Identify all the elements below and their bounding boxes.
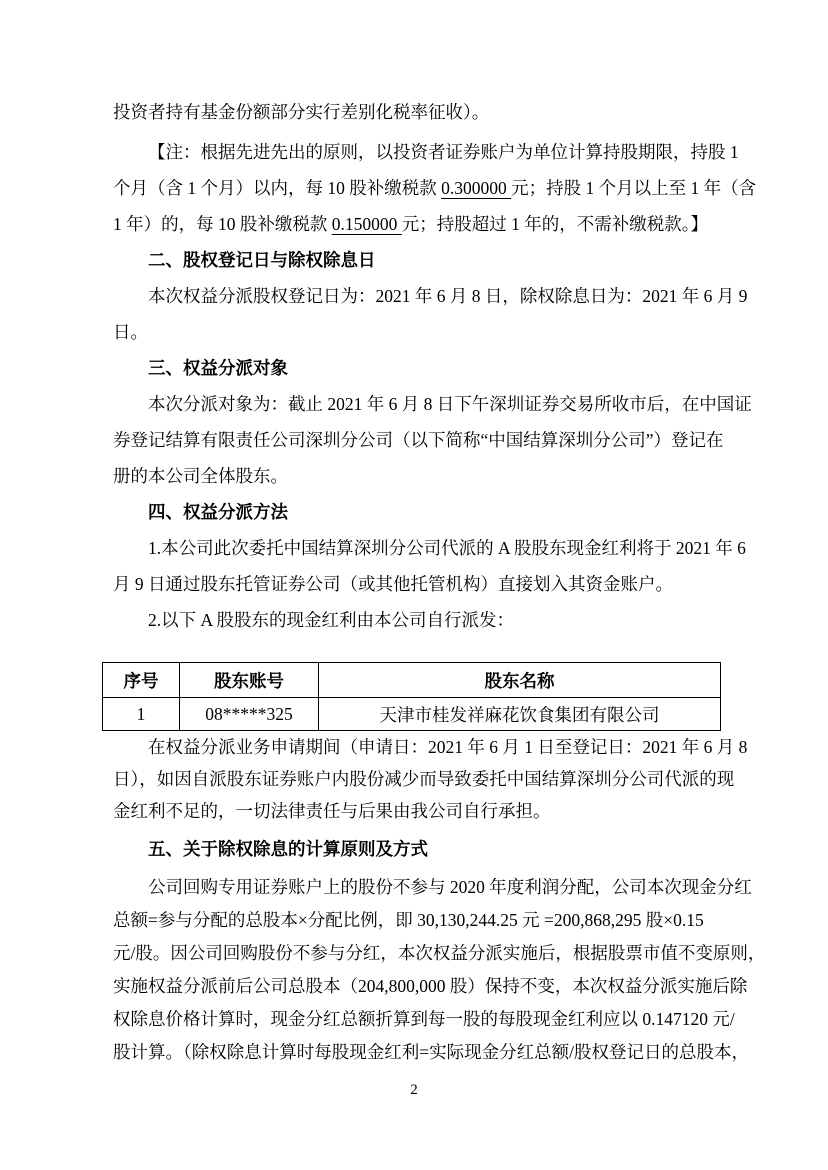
paragraph-line: 券登记结算有限责任公司深圳分公司（以下简称“中国结算深圳分公司”）登记在 bbox=[113, 430, 724, 450]
note-paragraph bbox=[113, 134, 757, 242]
table-header-account: 股东账号 bbox=[180, 663, 319, 698]
section-2-paragraph bbox=[113, 278, 748, 350]
paragraph-line: 股计算。（除权除息计算时每股现金红利=实际现金分红总额/股权登记日的总股本， bbox=[113, 1042, 749, 1062]
paragraph-line: 金红利不足的，一切法律责任与后果由我公司自行承担。 bbox=[113, 801, 551, 821]
paragraph-line bbox=[113, 170, 757, 206]
text-segment: 1 年）的，每 10 股补缴税款 bbox=[113, 214, 332, 234]
table-header-seq: 序号 bbox=[103, 663, 180, 698]
section-heading-distribution-target: 三、权益分派对象 bbox=[148, 358, 288, 378]
paragraph-line: 权除息价格计算时，现金分红总额折算到每一股的每股现金红利应以 0.147120 元/ bbox=[113, 1009, 735, 1029]
cell-account: 08*****325 bbox=[180, 698, 319, 731]
section-3-paragraph bbox=[113, 386, 752, 494]
page-number: 2 bbox=[410, 1082, 418, 1098]
paragraph-line: 月 9 日通过股东托管证券公司（或其他托管机构）直接划入其资金账户。 bbox=[113, 574, 673, 594]
section-heading-ex-dividend-calc: 五、关于除权除息的计算原则及方式 bbox=[148, 839, 428, 859]
paragraph-line: 本次权益分派股权登记日为：2021 年 6 月 8 日，除权除息日为：2021 年 6 月 9 bbox=[148, 286, 748, 306]
paragraph-line: 【注：根据先进先出的原则，以投资者证券账户为单位计算持股期限，持股 1 bbox=[148, 142, 739, 162]
text-segment: 个月（含 1 个月）以内，每 10 股补缴税款 bbox=[113, 178, 442, 198]
section-4-after-table-paragraph bbox=[113, 731, 748, 827]
table-header-name: 股东名称 bbox=[319, 663, 721, 698]
shareholder-table bbox=[102, 662, 721, 731]
paragraph-line: 册的本公司全体股东。 bbox=[113, 466, 288, 486]
section-4-item-2 bbox=[113, 602, 738, 638]
paragraph-line: 2.以下 A 股股东的现金红利由本公司自行派发： bbox=[148, 610, 515, 630]
paragraph-line: 日），如因自派股东证券账户内股份减少而导致委托中国结算深圳分公司代派的现 bbox=[113, 769, 735, 789]
cell-seq: 1 bbox=[103, 698, 180, 731]
paragraph-line: 本次分派对象为：截止 2021 年 6 月 8 日下午深圳证券交易所收市后，在中国证 bbox=[148, 394, 752, 414]
underlined-value: 0.150000 bbox=[331, 214, 402, 234]
underlined-value: 0.300000 bbox=[441, 178, 512, 198]
paragraph-line bbox=[113, 206, 738, 242]
paragraph-line: 日。 bbox=[113, 322, 148, 342]
document-content bbox=[113, 94, 766, 1069]
paragraph-line: 在权益分派业务申请期间（申请日：2021 年 6 月 1 日至登记日：2021 年 6 月 8 bbox=[148, 737, 748, 757]
text-segment: 元；持股超过 1 年的，不需补缴税款。】 bbox=[401, 214, 708, 234]
paragraph-line: 公司回购专用证券账户上的股份不参与 2020 年度利润分配，公司本次现金分红 bbox=[148, 877, 752, 897]
section-5-paragraph bbox=[113, 871, 766, 1069]
section-4-item-1 bbox=[113, 530, 746, 602]
paragraph-line: 总额=参与分配的总股本×分配比例，即 30,130,244.25 元 =200,868,295 股×0.15 bbox=[113, 910, 704, 930]
text-segment: 元；持股 1 个月以上至 1 年（含 bbox=[511, 178, 757, 198]
section-heading-record-date: 二、股权登记日与除权除息日 bbox=[148, 250, 376, 270]
paragraph-line: 投资者持有基金份额部分实行差别化税率征收）。 bbox=[113, 102, 490, 122]
paragraph-line: 实施权益分派前后公司总股本（204,800,000 股）保持不变，本次权益分派实施后除 bbox=[113, 976, 748, 996]
table-header-row bbox=[103, 663, 721, 698]
cell-name: 天津市桂发祥麻花饮食集团有限公司 bbox=[319, 698, 721, 731]
paragraph-line: 元/股。因公司回购股份不参与分红，本次权益分派实施后，根据股票市值不变原则， bbox=[113, 943, 766, 963]
section-heading-distribution-method: 四、权益分派方法 bbox=[148, 502, 288, 522]
paragraph-line: 1.本公司此次委托中国结算深圳分公司代派的 A 股股东现金红利将于 2021 年 6 bbox=[148, 538, 746, 558]
table-row bbox=[103, 698, 721, 731]
